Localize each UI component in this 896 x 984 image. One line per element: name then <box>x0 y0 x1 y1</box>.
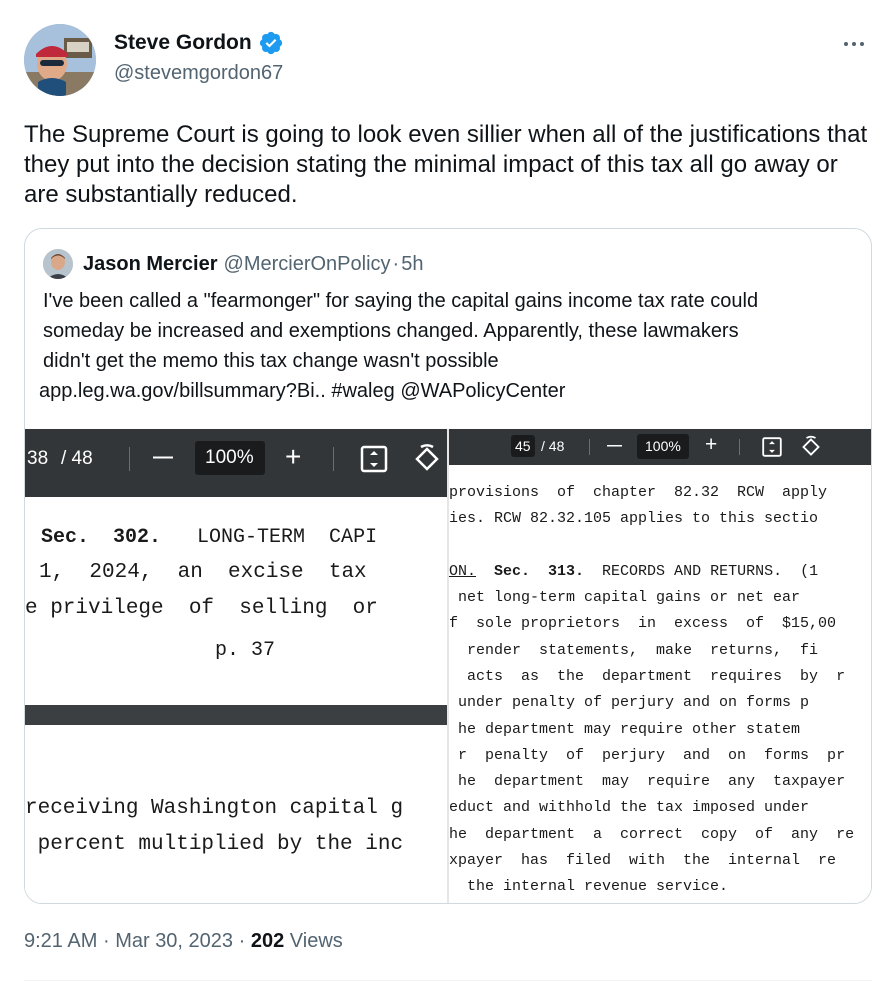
bottom-divider <box>24 980 872 981</box>
fit-page-icon[interactable] <box>359 444 389 474</box>
author-avatar[interactable] <box>24 24 96 96</box>
pdf-text-line: render statements, make returns, fi <box>449 642 819 659</box>
tweet-text: The Supreme Court is going to look even sillier when all of the justifications that they put into the decision stating the minimal impact of this tax all go away or are substantially reduced. <box>24 121 874 208</box>
pdf-page-gap <box>25 705 447 725</box>
zoom-out-button[interactable]: — <box>153 446 173 468</box>
rotate-icon[interactable] <box>411 443 443 475</box>
pdf-text-line: he department may require any taxpayer <box>449 773 846 790</box>
pdf-text-line: under penalty of perjury and on forms p <box>449 694 810 711</box>
quoted-links-line <box>39 376 565 406</box>
quoted-author-name[interactable]: Jason Mercier <box>83 252 218 275</box>
pdf-toolbar <box>25 429 447 497</box>
views-count[interactable]: 202 <box>250 930 285 952</box>
pdf-text-line <box>41 526 377 549</box>
views-label: Views <box>289 930 343 952</box>
pdf-text: ON. <box>449 563 477 580</box>
media-image-left[interactable] <box>25 429 447 904</box>
pdf-text-line: he department a correct copy of any re <box>449 826 855 843</box>
pdf-text-line: ies. RCW 82.32.105 applies to this sectio <box>449 510 819 527</box>
pdf-page-current[interactable]: 45 <box>515 438 531 454</box>
pdf-section-label: Sec. 313. <box>494 563 585 580</box>
pdf-text-line: percent multiplied by the inc <box>25 833 404 856</box>
pdf-text-line: f sole proprietors in excess of $15,00 <box>449 615 837 632</box>
quoted-timestamp[interactable]: 5h <box>401 252 424 275</box>
fit-page-icon[interactable] <box>761 436 783 458</box>
pdf-text-line: r penalty of perjury and on forms pr <box>449 747 846 764</box>
zoom-level[interactable]: 100% <box>205 447 254 468</box>
pdf-page-total: / 48 <box>61 448 93 469</box>
quoted-text-line: didn't get the memo this tax change wasn't possible <box>43 350 499 372</box>
pdf-text-line: he department may require other statem <box>449 721 801 738</box>
avatar-photo-icon <box>24 24 96 96</box>
tweet-date[interactable]: Mar 30, 2023 <box>115 930 234 952</box>
pdf-text-line: educt and withhold the tax imposed under <box>449 799 810 816</box>
quoted-tweet[interactable] <box>24 228 872 904</box>
pdf-text-line: the internal revenue service. <box>449 878 729 895</box>
meta-separator: · <box>238 930 246 952</box>
pdf-text-line: provisions of chapter 82.32 RCW apply <box>449 484 828 501</box>
pdf-text-line: receiving Washington capital g <box>25 797 404 820</box>
pdf-text-line: 1, 2024, an excise tax <box>39 561 367 584</box>
quoted-tweet-header <box>43 249 423 279</box>
quoted-url-link[interactable]: app.leg.wa.gov/billsummary?Bi.. <box>39 380 326 402</box>
quoted-text-line: someday be increased and exemptions changed. Apparently, these lawmakers <box>43 320 739 342</box>
author-handle[interactable]: @stevemgordon67 <box>114 62 284 84</box>
author-info <box>114 30 284 86</box>
zoom-level[interactable]: 100% <box>645 438 681 454</box>
quoted-avatar-photo-icon <box>43 249 73 279</box>
quoted-media[interactable] <box>25 429 872 904</box>
pdf-section-heading <box>449 563 818 580</box>
pdf-text: LONG-TERM CAPI <box>161 526 378 549</box>
hashtag-link[interactable]: #waleg <box>331 380 395 402</box>
tweet-meta <box>24 930 343 953</box>
pdf-text-line: acts as the department requires by r <box>449 668 846 685</box>
more-horizontal-icon[interactable] <box>840 32 868 56</box>
zoom-in-button[interactable]: + <box>285 441 302 472</box>
quoted-separator: · <box>392 252 400 275</box>
pdf-toolbar <box>449 429 872 465</box>
pdf-page-number: p. 37 <box>215 639 276 662</box>
pdf-text-line: net long-term capital gains or net ear <box>449 589 801 606</box>
author-name[interactable]: Steve Gordon <box>114 31 252 54</box>
quoted-tweet-text <box>43 286 863 376</box>
quoted-author-avatar[interactable] <box>43 249 73 279</box>
pdf-page-total: / 48 <box>541 438 565 454</box>
tweet-time[interactable]: 9:21 AM <box>24 930 98 952</box>
pdf-section-label: Sec. 302. <box>41 526 162 549</box>
zoom-in-button[interactable]: + <box>705 433 718 456</box>
pdf-text-line: xpayer has filed with the internal re <box>449 852 837 869</box>
pdf-page-current[interactable]: 38 <box>27 448 49 469</box>
quoted-text-line: I've been called a "fearmonger" for saying the capital gains income tax rate could <box>43 290 759 312</box>
pdf-text-line: e privilege of selling or <box>25 597 378 620</box>
tweet-header <box>24 24 872 96</box>
pdf-text: RECORDS AND RETURNS. (1 <box>584 563 819 580</box>
meta-separator: · <box>102 930 110 952</box>
verified-badge-icon <box>258 30 284 56</box>
rotate-icon[interactable] <box>799 435 823 459</box>
quoted-author-handle[interactable]: @MercierOnPolicy <box>223 252 391 275</box>
media-image-right[interactable] <box>449 429 872 904</box>
author-name-row[interactable] <box>114 30 284 56</box>
mention-link[interactable]: @WAPolicyCenter <box>400 380 566 402</box>
zoom-out-button[interactable]: — <box>607 437 622 454</box>
